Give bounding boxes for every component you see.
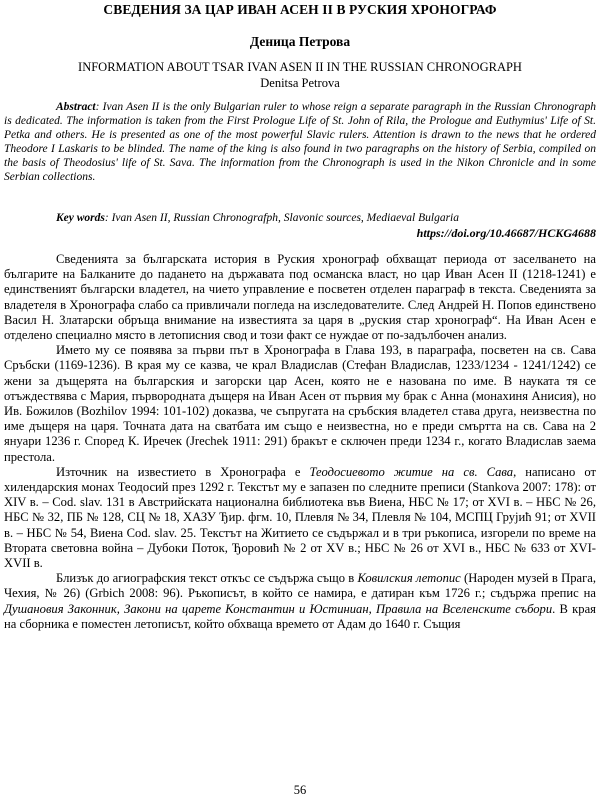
paragraph-4-part-c: . В края на сборника е поместен летописът, който обхваща времето от Адам до 1640 г. Същия	[4, 601, 596, 631]
paragraph-3	[4, 465, 596, 571]
paragraph-1: Сведенията за българската история в Руския хронограф обхващат периода от заселването на българите на Балканите до падането на държавата под османска власт, но цар Иван Асен II (1218-1241) е единственият български владетел, на чието управление е посветен отделен параграф в текста. Сведенията за владетеля в Хронографа слабо са привличали погледа на изследователите. След Андрей Н. Попов единствено Васил Н. Златарски обръща внимание на известията за царя в „руския стар хронограф“. На Иван Асен е отделено специално място в летописния свод и този факт се нуждае от по-задълбочен анализ.	[4, 252, 596, 343]
paragraph-4	[4, 571, 596, 632]
paragraph-4-italic-1: Ковилския летопис	[357, 571, 461, 586]
paragraph-4-part-a: Близък до агиографския текст откъс се съдържа също в	[56, 571, 358, 586]
keywords	[4, 211, 596, 225]
doi-link[interactable]: https://doi.org/10.46687/HCKG4688	[416, 226, 596, 240]
paragraph-3-italic: Теодосиевото житие на св. Сава	[309, 464, 514, 479]
paragraph-4-part-b: (Народен музей в Прага, Чехия, № 26) (Grbich 2008: 96). Ръкописът, в който се намира, е датиран към 1726 г.; съдържа препис на	[4, 571, 596, 601]
abstract-label: Abstract	[56, 101, 96, 113]
abstract	[4, 100, 596, 184]
author-name: Деница Петрова	[249, 34, 351, 49]
article-title: СВЕДЕНИЯ ЗА ЦАР ИВАН АСЕН II В РУСКИЯ ХРОНОГРАФ	[103, 2, 497, 17]
keywords-text: : Ivan Asen II, Russian Chronografph, Slavonic sources, Mediaeval Bulgaria	[104, 212, 459, 224]
abstract-text: : Ivan Asen II is the only Bulgarian ruler to whose reign a separate paragraph in the Russian Chronograph is dedicated. The information is taken from the First Prologue Life of St. John of Rila, the Prologue and Euthymius' Life of St. Petka and others. He is presented as one of the most powerful Slavic rulers. Attention is drawn to the news that he ordered Theodore I Laskaris to be blinded. The name of the king is also found in two paragraphs on the history of Serbia, compiled on the basis of Theodosius' life of St. Sava. The information from the Chronograph is used in the Nikon Chronicle and in some Serbian collections.	[4, 101, 596, 183]
paragraph-3-part-b: , написано от хилендарския монах Теодосий през 1292 г. Текстът му е запазен по следните преписи (Stankova 2007: 178): от XIV в. – Cod. slav. 131 в Австрийската национална библиотека във Виена, НБС № 17; от XVI в. – НБС № 26, НБС № 32, ПБ № 128, СЦ № 18, ХАЗУ Ђир. фгм. 10, Плевля № 34, Плевля № 104, МСПЦ Грујић 91; от XVII в. – НБС № 54, Виена Cod. slav. 25. Текстът на Житието се съдържал и в три ръкописа, изгорели по време на Втората световна война – Дубоки Поток, Ђоровић № 2 от XV в.; НБС № 26 от XVI в., НБС № 633 от XVI-XVII в.	[4, 464, 596, 571]
page-number: 56	[293, 783, 307, 797]
keywords-label: Key words	[56, 212, 105, 224]
paragraph-2: Името му се появява за първи път в Хронографа в Глава 193, в параграфа, посветен на св. Сава Сръбски (1169-1236). В края му се казва, че крал Владислав (Стефан Владислав, 1233/1234 - 1241/1242) се жени за дъщерята на българския и загорски цар Асен, която не е назована по име. В науката тя се отъждествява с Мария, първородната дъщеря на Иван Асен от първия му брак с Анна (монахиня Анисия), но Ив. Божилов (Bozhilov 1994: 101-102) доказва, че съпругата на сръбския владетел става друга, неизвестна по име дъщеря на царя. Точната дата на сватбата им също е неизвестна, но е преди смъртта на св. Сава на 2 януари 1236 г. Според К. Иречек (Jrechek 1911: 291) бракът е сключен преди 1234 г., когато Владислав заема престола.	[4, 343, 596, 464]
body-text	[4, 252, 596, 632]
english-author: Denitsa Petrova	[260, 76, 340, 90]
english-title: INFORMATION ABOUT TSAR IVAN ASEN II IN THE RUSSIAN CHRONOGRAPH	[78, 60, 522, 74]
paragraph-3-part-a: Източник на известието в Хронографа е	[56, 464, 310, 479]
paragraph-4-italic-2: Душановия Законник, Закони на царете Константин и Юстиниан, Правила на Вселенските събори	[4, 601, 553, 616]
